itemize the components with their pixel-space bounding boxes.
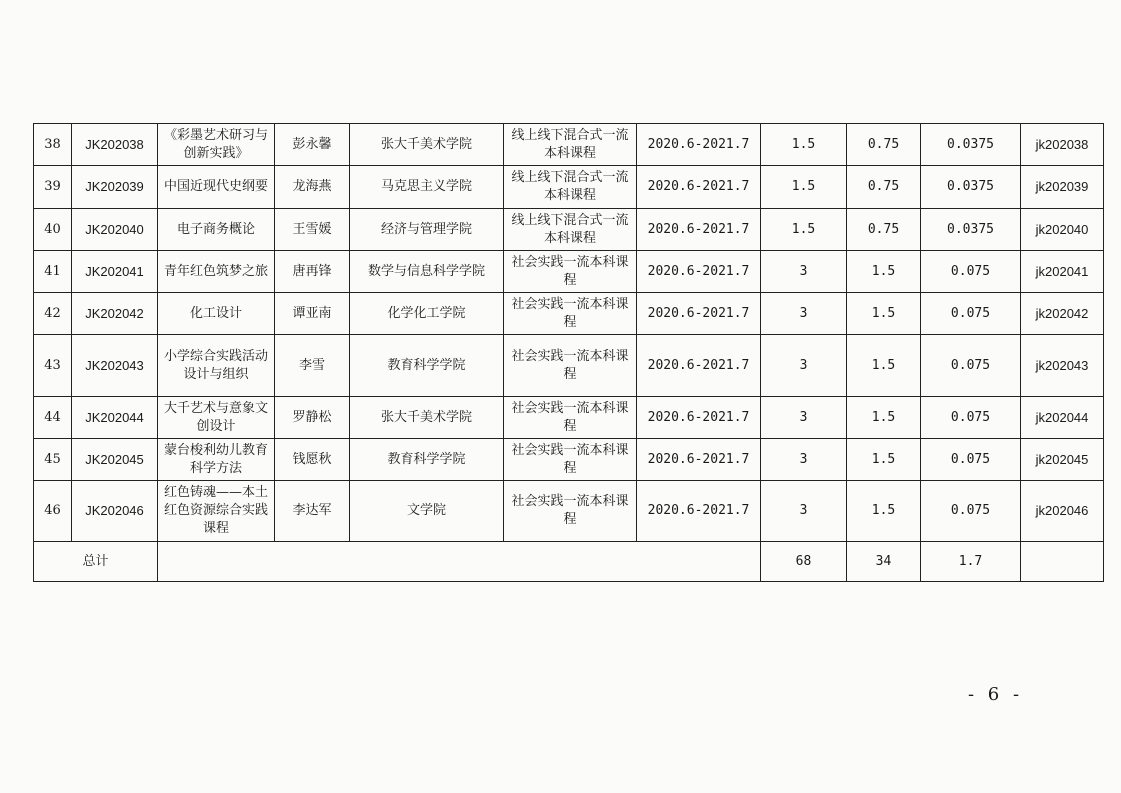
value-3: 0.0375 <box>921 209 1021 251</box>
table-row <box>34 209 1104 251</box>
total-value-1: 68 <box>761 542 847 582</box>
row-number: 46 <box>34 481 72 542</box>
value-3: 0.075 <box>921 481 1021 542</box>
course-code: JK202040 <box>72 209 158 251</box>
course-type: 社会实践一流本科课程 <box>504 439 637 481</box>
teacher-name: 罗静松 <box>275 397 350 439</box>
table-row <box>34 335 1104 397</box>
teacher-name: 谭亚南 <box>275 293 350 335</box>
row-number: 43 <box>34 335 72 397</box>
course-type: 社会实践一流本科课程 <box>504 293 637 335</box>
value-3: 0.075 <box>921 251 1021 293</box>
row-number: 40 <box>34 209 72 251</box>
page-number: - 6 - <box>968 684 1024 705</box>
course-name: 小学综合实践活动设计与组织 <box>158 335 275 397</box>
project-id: jk202042 <box>1021 293 1104 335</box>
value-2: 1.5 <box>847 335 921 397</box>
course-name: 电子商务概论 <box>158 209 275 251</box>
table-body <box>34 124 1104 542</box>
course-type: 社会实践一流本科课程 <box>504 397 637 439</box>
period: 2020.6-2021.7 <box>637 439 761 481</box>
value-2: 1.5 <box>847 293 921 335</box>
value-1: 1.5 <box>761 166 847 209</box>
course-type: 社会实践一流本科课程 <box>504 335 637 397</box>
course-name: 《彩墨艺术研习与创新实践》 <box>158 124 275 166</box>
teacher-name: 唐再锋 <box>275 251 350 293</box>
total-label: 总计 <box>34 542 158 582</box>
course-code: JK202041 <box>72 251 158 293</box>
project-id: jk202041 <box>1021 251 1104 293</box>
college-name: 数学与信息科学学院 <box>350 251 504 293</box>
value-1: 3 <box>761 481 847 542</box>
value-1: 3 <box>761 397 847 439</box>
value-2: 1.5 <box>847 481 921 542</box>
college-name: 教育科学学院 <box>350 439 504 481</box>
teacher-name: 李雪 <box>275 335 350 397</box>
row-number: 39 <box>34 166 72 209</box>
course-code: JK202042 <box>72 293 158 335</box>
college-name: 马克思主义学院 <box>350 166 504 209</box>
project-id: jk202038 <box>1021 124 1104 166</box>
course-type: 线上线下混合式一流本科课程 <box>504 209 637 251</box>
teacher-name: 彭永馨 <box>275 124 350 166</box>
row-number: 42 <box>34 293 72 335</box>
course-name: 中国近现代史纲要 <box>158 166 275 209</box>
course-name: 化工设计 <box>158 293 275 335</box>
row-number: 41 <box>34 251 72 293</box>
value-1: 3 <box>761 335 847 397</box>
period: 2020.6-2021.7 <box>637 209 761 251</box>
row-number: 38 <box>34 124 72 166</box>
course-name: 蒙台梭利幼儿教育科学方法 <box>158 439 275 481</box>
total-blank <box>158 542 761 582</box>
period: 2020.6-2021.7 <box>637 124 761 166</box>
course-name: 青年红色筑梦之旅 <box>158 251 275 293</box>
course-type: 线上线下混合式一流本科课程 <box>504 166 637 209</box>
value-3: 0.0375 <box>921 166 1021 209</box>
project-id: jk202039 <box>1021 166 1104 209</box>
value-3: 0.075 <box>921 397 1021 439</box>
value-2: 1.5 <box>847 439 921 481</box>
period: 2020.6-2021.7 <box>637 335 761 397</box>
college-name: 文学院 <box>350 481 504 542</box>
course-code: JK202044 <box>72 397 158 439</box>
table-row <box>34 166 1104 209</box>
project-id: jk202040 <box>1021 209 1104 251</box>
project-id: jk202046 <box>1021 481 1104 542</box>
total-value-3: 1.7 <box>921 542 1021 582</box>
project-id: jk202044 <box>1021 397 1104 439</box>
period: 2020.6-2021.7 <box>637 293 761 335</box>
value-1: 3 <box>761 293 847 335</box>
course-type: 社会实践一流本科课程 <box>504 481 637 542</box>
period: 2020.6-2021.7 <box>637 397 761 439</box>
value-2: 0.75 <box>847 209 921 251</box>
course-name: 大千艺术与意象文创设计 <box>158 397 275 439</box>
period: 2020.6-2021.7 <box>637 251 761 293</box>
total-blank-end <box>1021 542 1104 582</box>
value-2: 1.5 <box>847 251 921 293</box>
teacher-name: 钱愿秋 <box>275 439 350 481</box>
table-row <box>34 481 1104 542</box>
value-3: 0.075 <box>921 335 1021 397</box>
value-1: 1.5 <box>761 124 847 166</box>
total-row <box>34 542 1104 582</box>
college-name: 经济与管理学院 <box>350 209 504 251</box>
row-number: 45 <box>34 439 72 481</box>
course-code: JK202046 <box>72 481 158 542</box>
teacher-name: 王雪媛 <box>275 209 350 251</box>
table-row <box>34 124 1104 166</box>
college-name: 化学化工学院 <box>350 293 504 335</box>
value-1: 3 <box>761 251 847 293</box>
project-id: jk202043 <box>1021 335 1104 397</box>
value-3: 0.0375 <box>921 124 1021 166</box>
table-row <box>34 397 1104 439</box>
course-code: JK202038 <box>72 124 158 166</box>
college-name: 张大千美术学院 <box>350 397 504 439</box>
course-table <box>33 123 1104 582</box>
course-type: 线上线下混合式一流本科课程 <box>504 124 637 166</box>
table-row <box>34 293 1104 335</box>
period: 2020.6-2021.7 <box>637 166 761 209</box>
teacher-name: 李达军 <box>275 481 350 542</box>
project-id: jk202045 <box>1021 439 1104 481</box>
course-name: 红色铸魂——本土红色资源综合实践课程 <box>158 481 275 542</box>
table-row <box>34 439 1104 481</box>
course-code: JK202045 <box>72 439 158 481</box>
college-name: 教育科学学院 <box>350 335 504 397</box>
value-2: 0.75 <box>847 124 921 166</box>
value-1: 1.5 <box>761 209 847 251</box>
course-type: 社会实践一流本科课程 <box>504 251 637 293</box>
value-2: 0.75 <box>847 166 921 209</box>
row-number: 44 <box>34 397 72 439</box>
total-value-2: 34 <box>847 542 921 582</box>
course-code: JK202043 <box>72 335 158 397</box>
college-name: 张大千美术学院 <box>350 124 504 166</box>
value-2: 1.5 <box>847 397 921 439</box>
value-3: 0.075 <box>921 439 1021 481</box>
teacher-name: 龙海燕 <box>275 166 350 209</box>
value-3: 0.075 <box>921 293 1021 335</box>
table-row <box>34 251 1104 293</box>
course-code: JK202039 <box>72 166 158 209</box>
period: 2020.6-2021.7 <box>637 481 761 542</box>
value-1: 3 <box>761 439 847 481</box>
